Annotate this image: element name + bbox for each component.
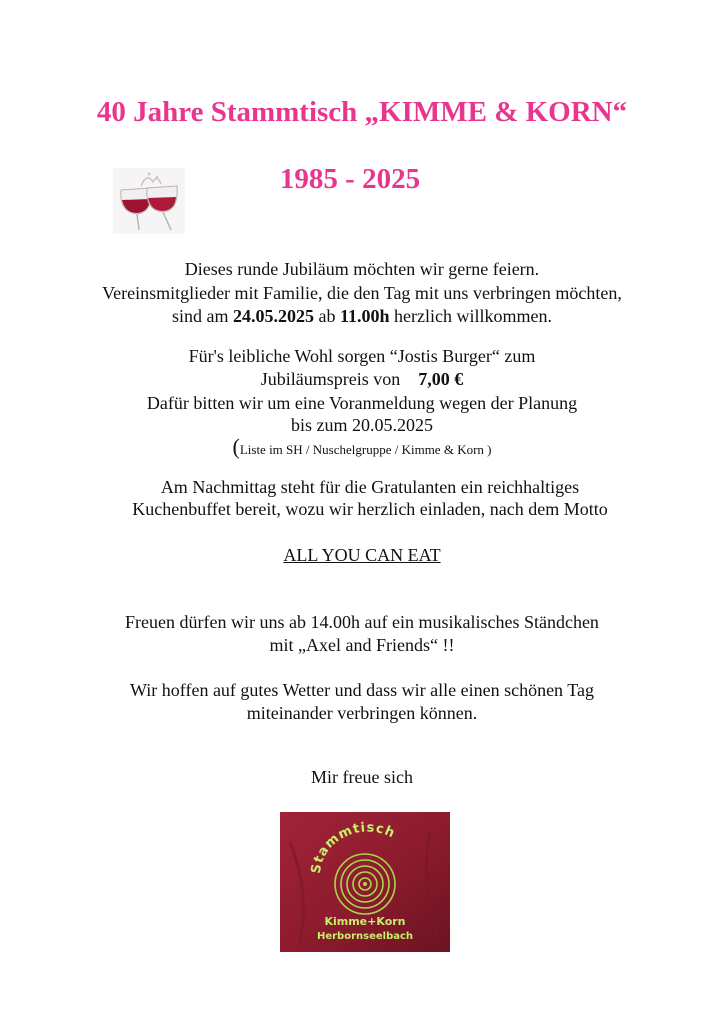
list-note-paren: (	[232, 434, 240, 459]
page-title: 40 Jahre Stammtisch „KIMME & KORN“	[96, 96, 628, 128]
motto	[0, 545, 724, 566]
club-logo-image	[280, 812, 450, 952]
food-line-1: Für's leibliche Wohl sorgen “Jostis Burger“ zum	[188, 346, 536, 366]
food-price-label: Jubiläumspreis von	[260, 369, 401, 389]
intro-line-1: Dieses runde Jubiläum möchten wir gerne feiern.	[184, 259, 540, 279]
logo-place-text: Herbornseelbach	[316, 931, 414, 942]
intro-line-3	[0, 306, 724, 327]
food-line-3: Dafür bitten wir um eine Voranmeldung wegen der Planung	[146, 393, 578, 413]
wine-glasses-image	[113, 168, 185, 234]
event-time: 11.00h	[340, 306, 390, 326]
price-value: 7,00 €	[418, 369, 464, 389]
years-heading: 1985 - 2025	[279, 163, 421, 195]
weather-line-1: Wir hoffen auf gutes Wetter und dass wir alle einen schönen Tag	[130, 680, 594, 700]
closing-text: Mir freue sich	[311, 767, 413, 787]
intro-line-3-post: herzlich willkommen.	[389, 306, 552, 326]
intro-line-3-mid: ab	[314, 306, 340, 326]
music-line-1: Freuen dürfen wir uns ab 14.00h auf ein musikalisches Ständchen	[125, 612, 599, 632]
food-line-2	[0, 369, 724, 390]
music-line-2: mit „Axel and Friends“ !!	[269, 635, 455, 655]
cake-line-1: Am Nachmittag steht für die Gratulanten ein reichhaltiges	[160, 477, 580, 497]
event-date: 24.05.2025	[233, 306, 314, 326]
food-line-4: bis zum 20.05.2025	[291, 415, 433, 435]
cake-line-2: Kuchenbuffet bereit, wozu wir herzlich einladen, nach dem Motto	[132, 499, 608, 519]
intro-line-2: Vereinsmitglieder mit Familie, die den Tag mit uns verbringen möchten,	[102, 283, 622, 303]
weather-line-2: miteinander verbringen können.	[246, 703, 478, 723]
logo-top-text: Stammtisch	[308, 820, 398, 875]
motto-text: ALL YOU CAN EAT	[283, 545, 441, 565]
intro-line-3-pre: sind am	[172, 306, 233, 326]
list-note	[0, 436, 724, 460]
list-note-text: Liste im SH / Nuschelgruppe / Kimme & Korn )	[239, 442, 492, 457]
logo-name-text: Kimme+Korn	[324, 915, 406, 928]
